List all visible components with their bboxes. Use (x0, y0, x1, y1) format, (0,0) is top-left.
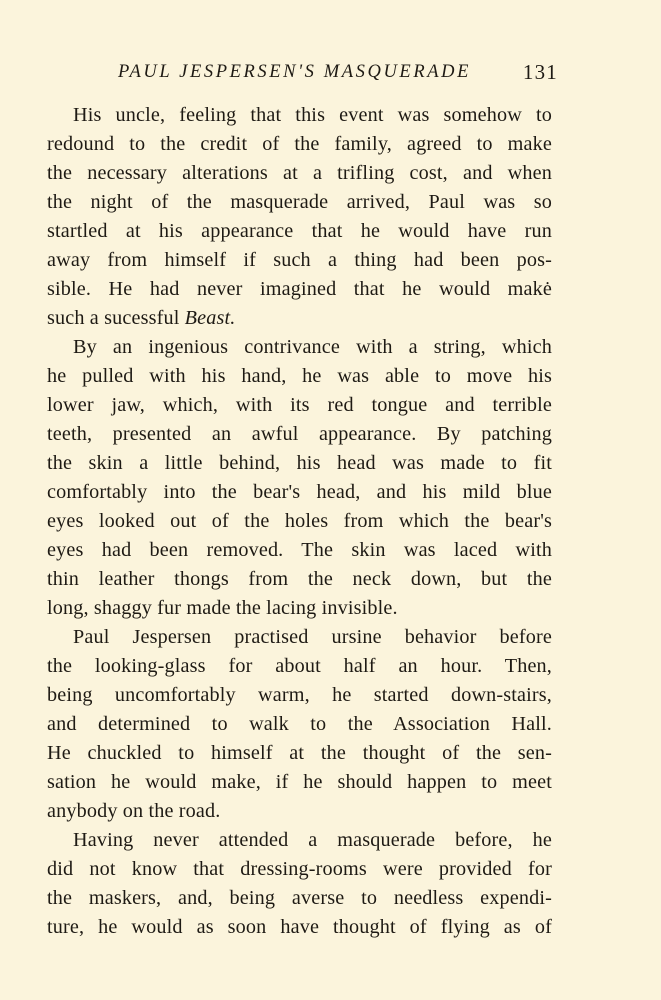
text-line: eyes had been removed. The skin was laced with (47, 539, 552, 561)
paragraph (47, 623, 552, 826)
text-line: Paul Jespersen practised ursine behavior before (73, 626, 552, 648)
paragraph (47, 826, 552, 942)
text-line: lower jaw, which, with its red tongue and terrible (47, 394, 552, 416)
text-line: being uncomfortably warm, he started down-stairs, (47, 684, 552, 706)
running-title: PAUL JESPERSEN'S MASQUERADE (118, 62, 471, 82)
text-line: redound to the credit of the family, agreed to make (47, 133, 552, 155)
text-line: anybody on the road. (47, 800, 221, 822)
text-line-prefix: such a sucessful (47, 307, 185, 329)
text-line: long, shaggy fur made the lacing invisible. (47, 597, 398, 619)
text-line: the necessary alterations at a trifling cost, and when (47, 162, 552, 184)
italic-word: Beast. (184, 307, 236, 329)
text-line: eyes looked out of the holes from which the bear's (47, 510, 552, 532)
text-line: the maskers, and, being averse to needless expendi- (47, 887, 552, 909)
text-line: thin leather thongs from the neck down, but the (47, 568, 552, 590)
text-line: Having never attended a masquerade before, he (73, 829, 552, 851)
text-line: teeth, presented an awful appearance. By patching (47, 423, 552, 445)
text-line: the skin a little behind, his head was made to fit (47, 452, 552, 474)
text-line (47, 304, 552, 333)
text-line: startled at his appearance that he would have run (47, 220, 552, 242)
text-line: the looking-glass for about half an hour. Then, (47, 655, 552, 677)
paragraph (47, 101, 552, 333)
page-number: 131 (522, 60, 558, 84)
text-line: His uncle, feeling that this event was somehow to (73, 104, 552, 126)
text-line: he pulled with his hand, he was able to move his (47, 365, 552, 387)
text-line: away from himself if such a thing had been pos- (47, 249, 552, 271)
text-line: did not know that dressing-rooms were provided for (47, 858, 552, 880)
text-line: sible. He had never imagined that he would makė (47, 278, 552, 300)
text-line: sation he would make, if he should happen to meet (47, 771, 552, 793)
text-line: comfortably into the bear's head, and his mild blue (47, 481, 552, 503)
text-line: and determined to walk to the Association Hall. (47, 713, 552, 735)
text-line: the night of the masquerade arrived, Paul was so (47, 191, 552, 213)
body-text (47, 101, 552, 942)
text-line: ture, he would as soon have thought of flying as of (47, 916, 552, 938)
text-line: By an ingenious contrivance with a string, which (73, 336, 552, 358)
paragraph (47, 333, 552, 623)
running-head (118, 62, 558, 92)
text-line: He chuckled to himself at the thought of the sen- (47, 742, 552, 764)
